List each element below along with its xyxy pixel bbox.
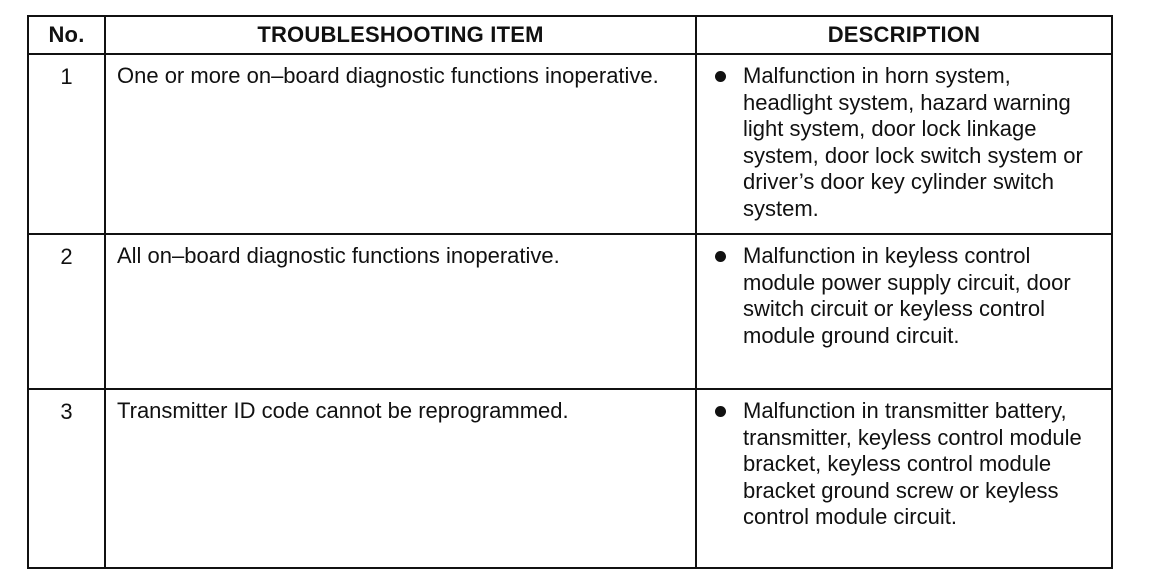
header-troubleshooting-item: TROUBLESHOOTING ITEM (105, 16, 696, 54)
troubleshooting-item: One or more on–board diagnostic functions inoperative. (105, 54, 696, 234)
description-text: Malfunction in transmitter battery, transmitter, keyless control module bracket, keyless control module bracket ground screw or keyless control module circuit. (743, 398, 1082, 529)
row-number: 3 (28, 389, 105, 568)
description-cell (696, 389, 1112, 568)
troubleshooting-item: All on–board diagnostic functions inoperative. (105, 234, 696, 389)
description-cell (696, 54, 1112, 234)
header-no: No. (28, 16, 105, 54)
troubleshooting-item: Transmitter ID code cannot be reprogrammed. (105, 389, 696, 568)
header-description: DESCRIPTION (696, 16, 1112, 54)
description-cell (696, 234, 1112, 389)
table-row (28, 389, 1112, 568)
description-text: Malfunction in horn system, headlight system, hazard warning light system, door lock linkage system, door lock switch system or driver’s door key cylinder switch system. (743, 63, 1083, 221)
table-row (28, 54, 1112, 234)
bullet-icon (697, 243, 743, 262)
bullet-icon (697, 63, 743, 82)
row-number: 1 (28, 54, 105, 234)
table-header-row (28, 16, 1112, 54)
table-row (28, 234, 1112, 389)
row-number: 2 (28, 234, 105, 389)
description-text: Malfunction in keyless control module power supply circuit, door switch circuit or keyless control module ground circuit. (743, 243, 1071, 348)
bullet-icon (697, 398, 743, 417)
troubleshooting-table (27, 15, 1113, 569)
